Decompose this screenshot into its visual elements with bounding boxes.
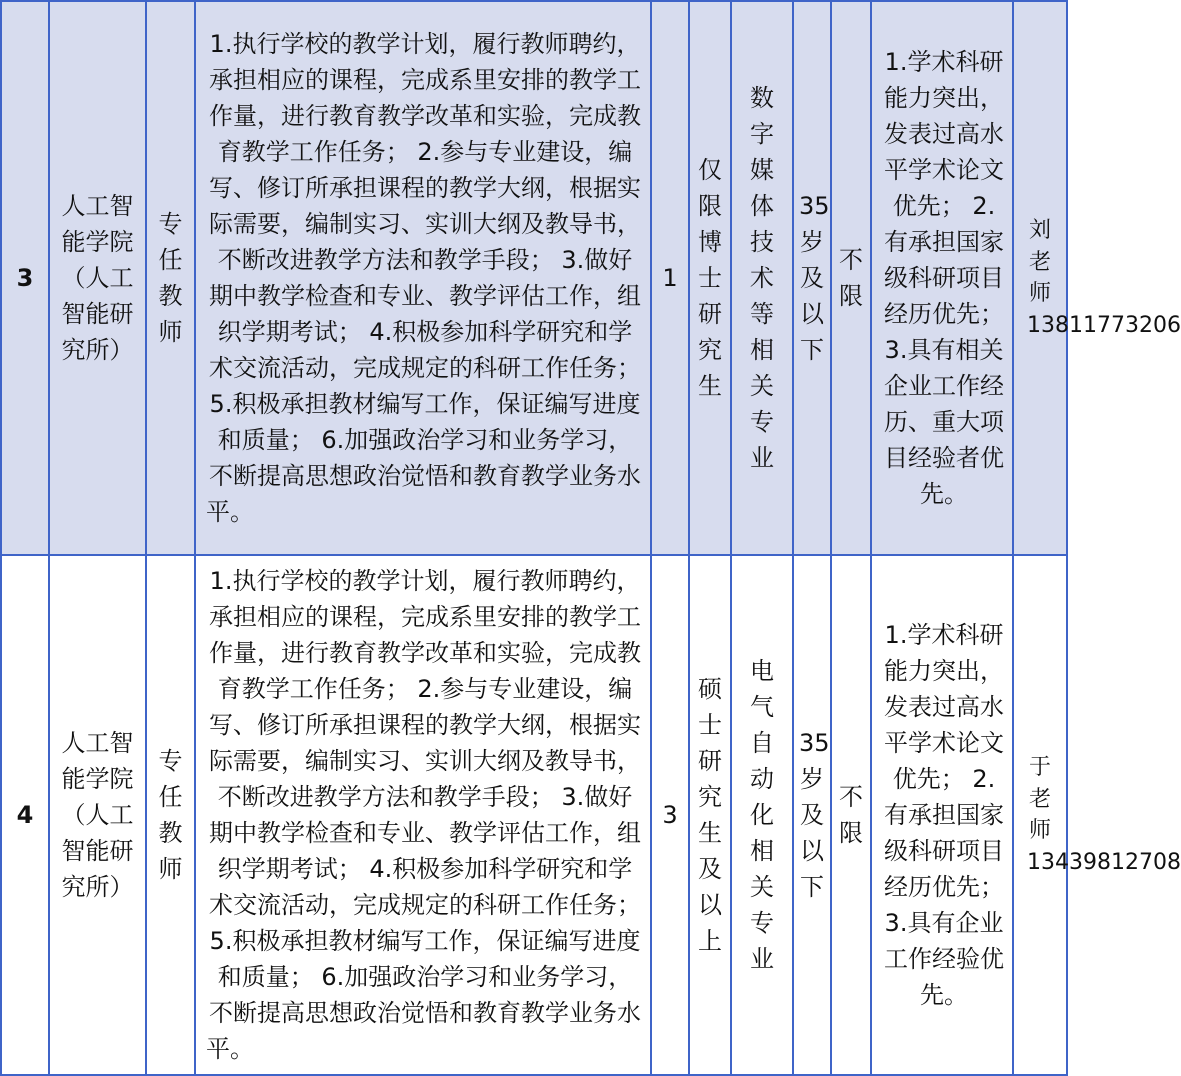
duties-cell: 1.执行学校的教学计划，履行教师聘约，承担相应的课程，完成系里安排的教学工作量，进行教育教学改革和实验，完成教育教学工作任务； 2.参与专业建设，编写、修订所承担课程的教学大纲，根据实际需要，编制实习、实训大纲及教导书，不断改进教学方法和教学手段； 3.做好期中教学检查和专业、教学评估工作，组织学期考试； 4.积极参加科学研究和学术交流活动，完成规定的科研工作任务； 5.积极承担教材编写工作，保证编写进度和质量； 6.加强政治学习和业务学习，不断提高思想政治觉悟和教育教学业务水平。 — [195, 555, 651, 1075]
age-text: 35岁及以下 — [799, 192, 830, 364]
table-row — [1, 1, 1067, 555]
position-text: 专任教师 — [158, 210, 183, 346]
education-cell — [689, 1, 731, 555]
college-text: 人工智能学院（人工智能研究所） — [61, 192, 134, 364]
college-cell — [49, 555, 146, 1075]
college-cell — [49, 1, 146, 555]
age-cell — [793, 1, 831, 555]
gender-text: 不限 — [839, 246, 863, 310]
major-cell — [731, 555, 793, 1075]
position-text: 专任教师 — [158, 747, 183, 883]
gender-cell — [831, 1, 871, 555]
requirements-cell: 1.学术科研能力突出，发表过高水平学术论文优先； 2.有承担国家级科研项目经历优先； 3.具有相关企业工作经历、重大项目经验者优先。 — [871, 1, 1013, 555]
education-cell — [689, 555, 731, 1075]
age-text: 35岁及以下 — [799, 729, 830, 901]
row-number: 4 — [1, 555, 49, 1075]
major-text: 电气自动化相关专业 — [750, 657, 774, 973]
headcount-cell: 1 — [651, 1, 689, 555]
gender-text: 不限 — [839, 783, 863, 847]
contact-text: 于老师13439812708 — [1027, 755, 1181, 875]
education-text: 仅限博士研究生 — [698, 156, 722, 400]
duties-cell: 1.执行学校的教学计划，履行教师聘约，承担相应的课程，完成系里安排的教学工作量，进行教育教学改革和实验，完成教育教学工作任务； 2.参与专业建设，编写、修订所承担课程的教学大纲，根据实际需要，编制实习、实训大纲及教导书，不断改进教学方法和教学手段； 3.做好期中教学检查和专业、教学评估工作，组织学期考试； 4.积极参加科学研究和学术交流活动，完成规定的科研工作任务； 5.积极承担教材编写工作，保证编写进度和质量； 6.加强政治学习和业务学习，不断提高思想政治觉悟和教育教学业务水平。 — [195, 1, 651, 555]
position-cell — [146, 1, 195, 555]
requirements-cell: 1.学术科研能力突出，发表过高水平学术论文优先； 2.有承担国家级科研项目经历优先； 3.具有企业工作经验优先。 — [871, 555, 1013, 1075]
contact-cell — [1013, 1, 1181, 555]
age-cell — [793, 555, 831, 1075]
row-number: 3 — [1, 1, 49, 555]
contact-text: 刘老师13811773206 — [1027, 218, 1181, 338]
contact-cell — [1013, 555, 1181, 1075]
major-text: 数字媒体技术等相关专业 — [750, 84, 774, 472]
position-cell — [146, 555, 195, 1075]
headcount-cell: 3 — [651, 555, 689, 1075]
major-cell — [731, 1, 793, 555]
education-text: 硕士研究生及以上 — [698, 675, 722, 955]
college-text: 人工智能学院（人工智能研究所） — [61, 729, 134, 901]
gender-cell — [831, 555, 871, 1075]
table-row — [1, 555, 1067, 1075]
